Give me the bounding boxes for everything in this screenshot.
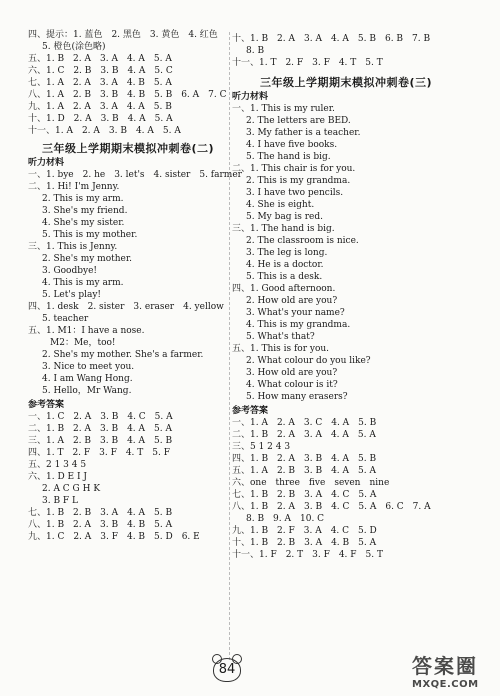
listening-line: 五、1. This is for you. [232,344,330,354]
answer-line: 2. A C G H K [42,484,101,494]
listening-line: 2. This is my grandma. [246,176,351,186]
answer-line: 十一、1. F 2. T 3. F 4. F 5. T [232,550,383,560]
answer-line: 六、1. D E I J [28,472,87,482]
listening-line: 2. The letters are BED. [246,116,351,126]
answer-line: 七、1. A 2. A 3. A 4. B 5. A [28,78,172,88]
answer-line: 十、1. B 2. B 3. A 4. B 5. A [232,538,377,548]
section-subheading: 听力材料 [232,92,269,102]
answer-line: 七、1. B 2. B 3. A 4. A 5. B [28,508,173,518]
listening-line: 2. This is my arm. [42,194,124,204]
listening-line: 5. What's that? [246,332,315,342]
listening-line: 三、1. This is Jenny. [28,242,118,252]
answer-line: 四、1. B 2. A 3. B 4. A 5. B [232,454,377,464]
listening-line: 二、1. Hi! I'm Jenny. [28,182,120,192]
answer-line: 十、1. D 2. A 3. B 4. A 5. A [28,114,173,124]
page-number: 84 [213,658,241,682]
answer-line: 六、1. C 2. B 3. B 4. A 5. C [28,66,173,76]
listening-line: 5. teacher [42,314,89,324]
listening-line: 5. The hand is big. [246,152,331,162]
listening-line: 4. I am Wang Hong. [42,374,133,384]
answer-line: 十、1. B 2. A 3. A 4. A 5. B 6. B 7. B [232,34,431,44]
listening-line: 3. My father is a teacher. [246,128,361,138]
answer-line: 八、1. A 2. B 3. B 4. B 5. B 6. A 7. C [28,90,227,100]
section-subheading: 参考答案 [232,406,269,416]
section-subheading: 参考答案 [28,400,65,410]
answer-line: 六、one three five seven nine [232,478,390,488]
page-number-badge [203,648,249,684]
answer-line: 8. B 9. A 10. C [246,514,325,524]
answer-line: 四、1. T 2. F 3. F 4. T 5. F [28,448,170,458]
answer-line: 八、1. B 2. A 3. B 4. B 5. A [28,520,173,530]
answer-line: 九、1. B 2. F 3. A 4. C 5. D [232,526,377,536]
listening-line: 3. Nice to meet you. [42,362,135,372]
listening-line: 4. She is eight. [246,200,315,210]
section-title: 三年级上学期期末模拟冲刺卷(三) [260,76,433,89]
listening-line: 2. How old are you? [246,296,338,306]
answer-line: 三、1. A 2. B 3. B 4. A 5. B [28,436,173,446]
listening-line: 3. I have two pencils. [246,188,344,198]
listening-line: 5. This is my mother. [42,230,138,240]
listening-line: 5. Let's play! [42,290,102,300]
answer-line: 十一、1. T 2. F 3. F 4. T 5. T [232,58,383,68]
answer-line: 四、提示：1. 蓝色 2. 黑色 3. 黄色 4. 红色 [28,30,218,40]
answer-line: 3. B F L [42,496,79,506]
watermark-url: MXQE.COM [412,679,479,690]
listening-line: 四、1. Good afternoon. [232,284,336,294]
listening-line: 4. This is my arm. [42,278,124,288]
listening-line: 一、1. bye 2. he 3. let's 4. sister 5. farmer [28,170,242,180]
column-divider [229,32,230,660]
watermark-logo-text: 答案圈 [412,654,478,678]
listening-line: 3. What's your name? [246,308,345,318]
answer-line: 五、1. A 2. B 3. B 4. A 5. A [232,466,376,476]
answer-line: 8. B [246,46,265,56]
answer-line: 一、1. A 2. A 3. C 4. A 5. B [232,418,377,428]
listening-line: 二、1. This chair is for you. [232,164,356,174]
listening-line: 5. How many erasers? [246,392,348,402]
listening-line: 3. How old are you? [246,368,338,378]
answer-line: 九、1. C 2. A 3. F 4. B 5. D 6. E [28,532,200,542]
listening-line: 五、1. M1：I have a nose. [28,326,145,336]
answer-line: 八、1. B 2. A 3. B 4. C 5. A 6. C 7. A [232,502,431,512]
answer-line: 二、1. B 2. A 3. A 4. A 5. A [232,430,376,440]
listening-line: 一、1. This is my ruler. [232,104,335,114]
answer-line: 十一、1. A 2. A 3. B 4. A 5. A [28,126,181,136]
answer-line: 五、2 1 3 4 5 [28,460,87,470]
listening-line: 4. He is a doctor. [246,260,324,270]
listening-line: 3. Goodbye! [42,266,98,276]
listening-line: 3. The leg is long. [246,248,328,258]
listening-line: 三、1. The hand is big. [232,224,335,234]
site-watermark [412,650,496,694]
answer-line: 五、1. B 2. A 3. A 4. A 5. A [28,54,172,64]
answer-line: 5. 橙色(涂色略) [42,42,106,52]
answer-line: 七、1. B 2. B 3. A 4. C 5. A [232,490,377,500]
listening-line: 4. I have five books. [246,140,338,150]
listening-line: 3. She's my friend. [42,206,128,216]
listening-line: 2. The classroom is nice. [246,236,359,246]
listening-line: 5. Hello，Mr Wang. [42,386,132,396]
answer-line: 二、1. B 2. A 3. B 4. A 5. A [28,424,172,434]
section-title: 三年级上学期期末模拟冲刺卷(二) [42,142,215,155]
section-subheading: 听力材料 [28,158,65,168]
listening-line: 5. This is a desk. [246,272,323,282]
answer-line: 九、1. A 2. A 3. A 4. A 5. B [28,102,172,112]
listening-line: 2. She's my mother. She's a farmer. [42,350,204,360]
listening-line: 4. What colour is it? [246,380,338,390]
listening-line: 2. She's my mother. [42,254,133,264]
listening-line: 4. This is my grandma. [246,320,351,330]
listening-line: 2. What colour do you like? [246,356,371,366]
listening-line: 5. My bag is red. [246,212,323,222]
listening-line: 四、1. desk 2. sister 3. eraser 4. yellow [28,302,224,312]
answer-line: 三、5 1 2 4 3 [232,442,291,452]
listening-line: 4. She's my sister. [42,218,125,228]
answer-line: 一、1. C 2. A 3. B 4. C 5. A [28,412,173,422]
listening-line: M2：Me，too! [50,338,116,348]
